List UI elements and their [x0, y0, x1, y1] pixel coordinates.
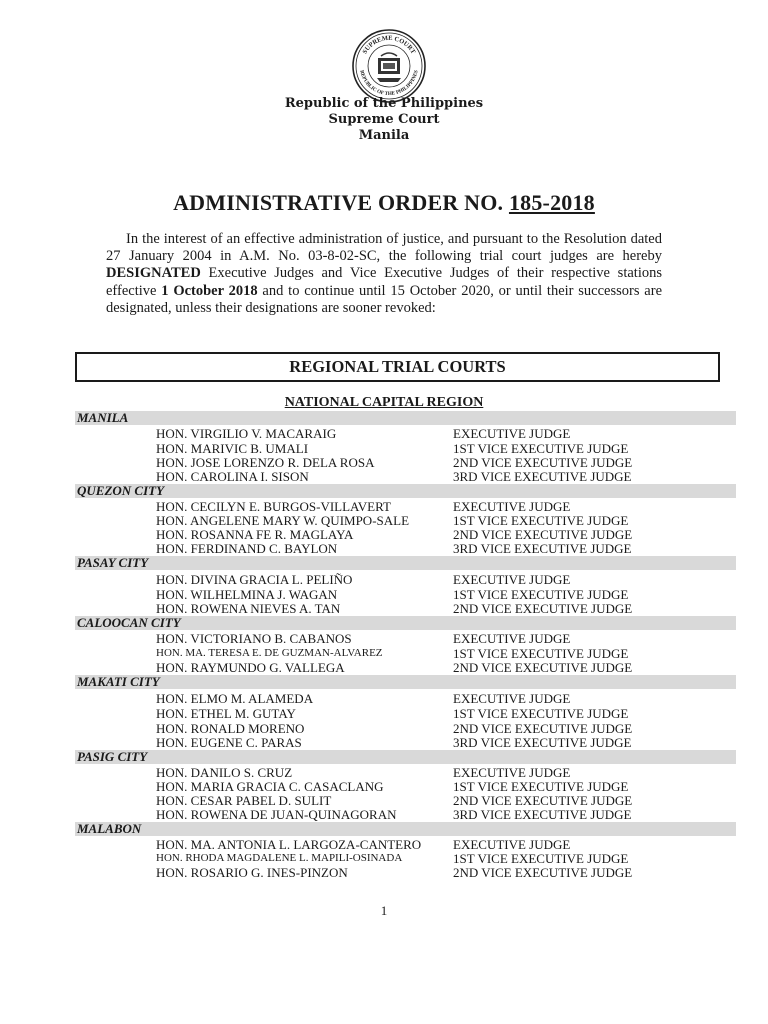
city-header-malabon	[75, 822, 736, 836]
judge-designation: EXECUTIVE JUDGE	[453, 837, 571, 852]
city-name: MANILA	[77, 410, 129, 425]
intro-paragraph	[106, 231, 662, 317]
judge-name: HON. RONALD MORENO	[156, 721, 305, 736]
judge-designation: 3RD VICE EXECUTIVE JUDGE	[453, 469, 632, 484]
judge-designation: 1ST VICE EXECUTIVE JUDGE	[453, 513, 629, 528]
judge-designation: 1ST VICE EXECUTIVE JUDGE	[453, 441, 629, 456]
judge-row	[0, 499, 768, 514]
judge-name: HON. EUGENE C. PARAS	[156, 735, 302, 750]
judge-designation: 2ND VICE EXECUTIVE JUDGE	[453, 527, 633, 542]
judge-name: HON. ANGELENE MARY W. QUIMPO-SALE	[156, 513, 410, 528]
judge-name: HON. JOSE LORENZO R. DELA ROSA	[156, 455, 375, 470]
order-title	[0, 190, 768, 216]
page-number: 1	[380, 903, 388, 918]
judge-name: HON. DIVINA GRACIA L. PELIÑO	[156, 572, 353, 587]
judge-name: HON. MA. ANTONIA L. LARGOZA-CANTERO	[156, 837, 422, 852]
judge-row	[0, 735, 768, 750]
judge-designation: EXECUTIVE JUDGE	[453, 572, 571, 587]
city-name: MAKATI CITY	[77, 674, 160, 689]
judge-row	[0, 587, 768, 602]
header-city: Manila	[358, 128, 410, 143]
judge-designation: 2ND VICE EXECUTIVE JUDGE	[453, 455, 633, 470]
header-court: Supreme Court	[328, 112, 440, 127]
judge-row	[0, 541, 768, 556]
judge-row	[0, 706, 768, 721]
judge-name: HON. CESAR PABEL D. SULIT	[156, 793, 332, 808]
section-title-box	[75, 352, 720, 382]
city-name: PASIG CITY	[77, 749, 148, 764]
judge-row	[0, 779, 768, 794]
judge-designation: EXECUTIVE JUDGE	[453, 691, 571, 706]
city-header-pasay-city	[75, 556, 736, 570]
intro-text-3: and to continue until 15 October 2020, or until their successors are designated, unless their designations are sooner revoked:	[106, 282, 663, 316]
judge-designation: EXECUTIVE JUDGE	[453, 765, 571, 780]
judge-name: HON. ROSANNA FE R. MAGLAYA	[156, 527, 354, 542]
header-republic: Republic of the Philippines	[284, 96, 484, 111]
judge-designation: 2ND VICE EXECUTIVE JUDGE	[453, 660, 633, 675]
judge-row	[0, 601, 768, 616]
judge-name: HON. ROSARIO G. INES-PINZON	[156, 865, 348, 880]
judge-name: HON. VIRGILIO V. MACARAIG	[156, 426, 337, 441]
city-name: QUEZON CITY	[77, 483, 165, 498]
judge-designation: 1ST VICE EXECUTIVE JUDGE	[453, 851, 629, 866]
city-name: PASAY CITY	[77, 555, 149, 570]
city-name: MALABON	[77, 821, 142, 836]
judge-name: HON. CECILYN E. BURGOS-VILLAVERT	[156, 499, 391, 514]
judge-row	[0, 691, 768, 706]
judge-designation: EXECUTIVE JUDGE	[453, 499, 571, 514]
judge-name: HON. RAYMUNDO G. VALLEGA	[156, 660, 345, 675]
judge-name: HON. MARIA GRACIA C. CASACLANG	[156, 779, 384, 794]
judge-row	[0, 646, 768, 661]
city-name: CALOOCAN CITY	[77, 615, 181, 630]
judge-name: HON. FERDINAND C. BAYLON	[156, 541, 338, 556]
city-header-pasig-city	[75, 750, 736, 764]
judge-name: HON. ELMO M. ALAMEDA	[156, 691, 314, 706]
judge-row	[0, 660, 768, 675]
judge-name: HON. VICTORIANO B. CABANOS	[156, 631, 352, 646]
judge-name: HON. ROWENA NIEVES A. TAN	[156, 601, 341, 616]
judge-row	[0, 469, 768, 484]
intro-effective-date: 1 October 2018	[161, 282, 258, 299]
seal-bottom-text: REPUBLIC OF THE PHILIPPINES	[358, 69, 420, 98]
judge-designation: 2ND VICE EXECUTIVE JUDGE	[453, 721, 633, 736]
judge-row	[0, 572, 768, 587]
judge-name: HON. CAROLINA I. SISON	[156, 469, 309, 484]
intro-designated: DESIGNATED	[106, 265, 201, 282]
judge-row	[0, 793, 768, 808]
judge-row	[0, 765, 768, 780]
judge-designation: 1ST VICE EXECUTIVE JUDGE	[453, 706, 629, 721]
judge-row	[0, 837, 768, 852]
judge-designation: EXECUTIVE JUDGE	[453, 426, 571, 441]
judge-designation: 2ND VICE EXECUTIVE JUDGE	[453, 865, 633, 880]
judge-designation: 1ST VICE EXECUTIVE JUDGE	[453, 587, 629, 602]
judge-name: HON. MARIVIC B. UMALI	[156, 441, 309, 456]
supreme-court-seal	[351, 28, 427, 104]
judge-row	[0, 441, 768, 456]
city-header-manila	[75, 411, 736, 425]
judge-designation: 3RD VICE EXECUTIVE JUDGE	[453, 541, 632, 556]
judge-designation: 1ST VICE EXECUTIVE JUDGE	[453, 779, 629, 794]
city-header-makati-city	[75, 675, 736, 689]
city-header-caloocan-city	[75, 616, 736, 630]
judge-row	[0, 455, 768, 470]
judge-designation: EXECUTIVE JUDGE	[453, 631, 571, 646]
judge-name: HON. ROWENA DE JUAN-QUINAGORAN	[156, 807, 397, 822]
judge-row	[0, 865, 768, 880]
region-title: NATIONAL CAPITAL REGION	[284, 395, 484, 410]
judge-row	[0, 851, 768, 866]
judge-designation: 2ND VICE EXECUTIVE JUDGE	[453, 601, 633, 616]
judge-name: HON. MA. TERESA E. DE GUZMAN-ALVAREZ	[156, 647, 383, 659]
judge-row	[0, 527, 768, 542]
judge-row	[0, 721, 768, 736]
judge-name: HON. ETHEL M. GUTAY	[156, 706, 296, 721]
intro-text-1: In the interest of an effective administration of justice, and pursuant to the Resolution dated 27 January 2004 in A.M. No. 03-8-02-SC, the following trial court judges are hereby	[106, 231, 662, 265]
order-title-prefix: ADMINISTRATIVE ORDER NO.	[173, 190, 504, 215]
judge-name: HON. DANILO S. CRUZ	[156, 765, 293, 780]
section-title: REGIONAL TRIAL COURTS	[289, 357, 506, 376]
order-number: 185-2018	[508, 190, 595, 215]
intro-text-2: Executive Judges and Vice Executive Judges of their respective stations effective	[106, 265, 662, 299]
judge-row	[0, 631, 768, 646]
judge-designation: 3RD VICE EXECUTIVE JUDGE	[453, 807, 632, 822]
judge-designation: 2ND VICE EXECUTIVE JUDGE	[453, 793, 633, 808]
judge-row	[0, 426, 768, 441]
judge-designation: 1ST VICE EXECUTIVE JUDGE	[453, 646, 629, 661]
city-header-quezon-city	[75, 484, 736, 498]
judge-row	[0, 807, 768, 822]
judge-row	[0, 513, 768, 528]
judge-designation: 3RD VICE EXECUTIVE JUDGE	[453, 735, 632, 750]
seal-top-text: SUPREME COURT	[361, 34, 417, 56]
judge-name: HON. WILHELMINA J. WAGAN	[156, 587, 338, 602]
judge-name: HON. RHODA MAGDALENE L. MAPILI-OSINADA	[156, 852, 403, 864]
